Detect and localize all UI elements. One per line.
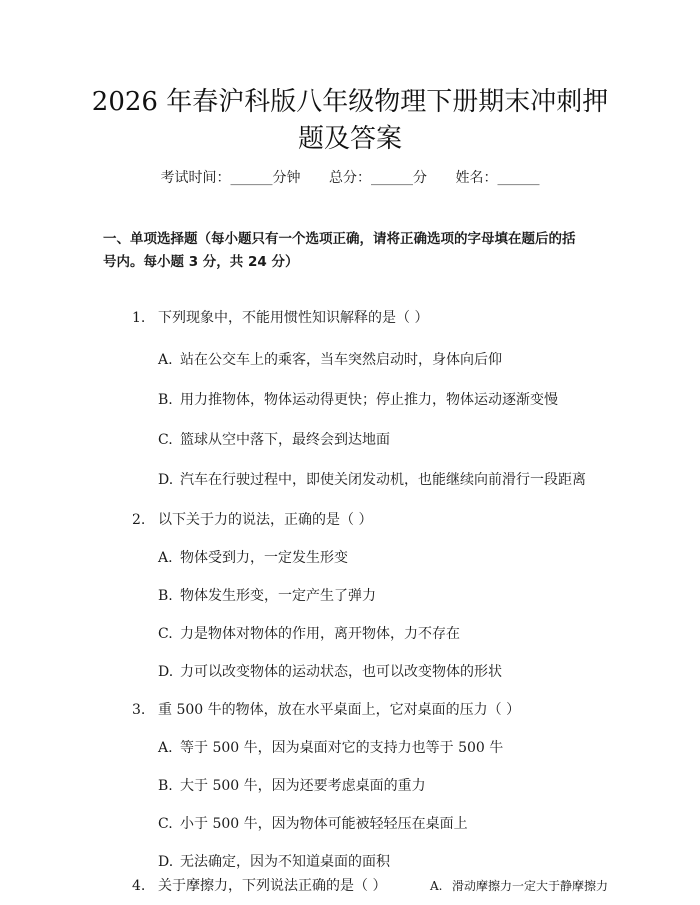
question-3-option-a (158, 738, 503, 758)
option-letter: B. (158, 392, 173, 408)
option-letter: C. (158, 816, 173, 832)
question-number: 1. (132, 310, 146, 326)
question-1-option-a (158, 350, 502, 370)
option-text: 物体受到力，一定发生形变 (180, 550, 348, 566)
question-1-option-c (158, 430, 390, 450)
option-letter: B. (158, 778, 173, 794)
question-2-option-a (158, 548, 348, 568)
option-letter: A. (158, 740, 173, 756)
option-text: 力可以改变物体的运动状态，也可以改变物体的形状 (180, 664, 502, 680)
exam-time-field: 考试时间：______分钟 (160, 170, 301, 186)
question-4 (132, 876, 386, 896)
section-heading-line-1: 一、单项选择题（每小题只有一个选项正确，请将正确选项的字母填在题后的括 (103, 231, 576, 247)
option-text: 滑动摩擦力一定大于静摩擦力 (452, 879, 609, 893)
option-text: 大于 500 牛，因为还要考虑桌面的重力 (180, 778, 426, 794)
question-2-option-b (158, 586, 376, 606)
option-letter: D. (158, 472, 174, 488)
question-3-option-d (158, 852, 390, 872)
option-letter: B. (158, 588, 173, 604)
question-1-option-b (158, 390, 558, 410)
option-text: 无法确定，因为不知道桌面的面积 (180, 854, 390, 870)
question-2-option-c (158, 624, 460, 644)
question-stem: 关于摩擦力，下列说法正确的是（ ） (158, 878, 387, 894)
option-letter: C. (158, 432, 173, 448)
question-4-option-a (430, 876, 608, 896)
question-number: 2. (132, 512, 146, 528)
question-3-option-b (158, 776, 426, 796)
option-letter: D. (158, 854, 174, 870)
question-number: 4. (132, 878, 146, 894)
option-letter: A. (158, 352, 173, 368)
question-stem: 下列现象中，不能用惯性知识解释的是（ ） (158, 310, 429, 326)
question-1 (132, 308, 428, 328)
exam-title-line-2: 题及答案 (297, 124, 402, 154)
total-score-field: 总分：______分 (329, 170, 427, 186)
student-name-field: 姓名：______ (455, 170, 540, 186)
question-3-option-c (158, 814, 468, 834)
question-number: 3. (132, 702, 146, 718)
option-text: 篮球从空中落下，最终会到达地面 (180, 432, 390, 448)
option-text: 等于 500 牛，因为桌面对它的支持力也等于 500 牛 (180, 740, 504, 756)
question-stem: 以下关于力的说法，正确的是（ ） (158, 512, 373, 528)
option-text: 站在公交车上的乘客，当车突然启动时，身体向后仰 (180, 352, 502, 368)
option-text: 物体发生形变，一定产生了弹力 (180, 588, 376, 604)
exam-meta-line (0, 168, 700, 188)
question-stem: 重 500 牛的物体，放在水平桌面上，它对桌面的压力（ ） (158, 702, 521, 718)
question-2-option-d (158, 662, 502, 682)
question-3 (132, 700, 520, 720)
option-letter: C. (158, 626, 173, 642)
section-heading-line-2: 号内。每小题 3 分，共 24 分） (103, 254, 299, 270)
question-1-option-d (158, 470, 586, 490)
option-text: 小于 500 牛，因为物体可能被轻轻压在桌面上 (180, 816, 468, 832)
question-2 (132, 510, 372, 530)
option-text: 力是物体对物体的作用，离开物体，力不存在 (180, 626, 460, 642)
option-letter: D. (158, 664, 174, 680)
option-letter: A. (158, 550, 173, 566)
exam-title-line-1: 2026 年春沪科版八年级物理下册期末冲刺押 (91, 87, 609, 117)
option-letter: A. (430, 879, 443, 893)
option-text: 用力推物体，物体运动得更快；停止推力，物体运动逐渐变慢 (180, 392, 558, 408)
option-text: 汽车在行驶过程中，即使关闭发动机，也能继续向前滑行一段距离 (180, 472, 586, 488)
